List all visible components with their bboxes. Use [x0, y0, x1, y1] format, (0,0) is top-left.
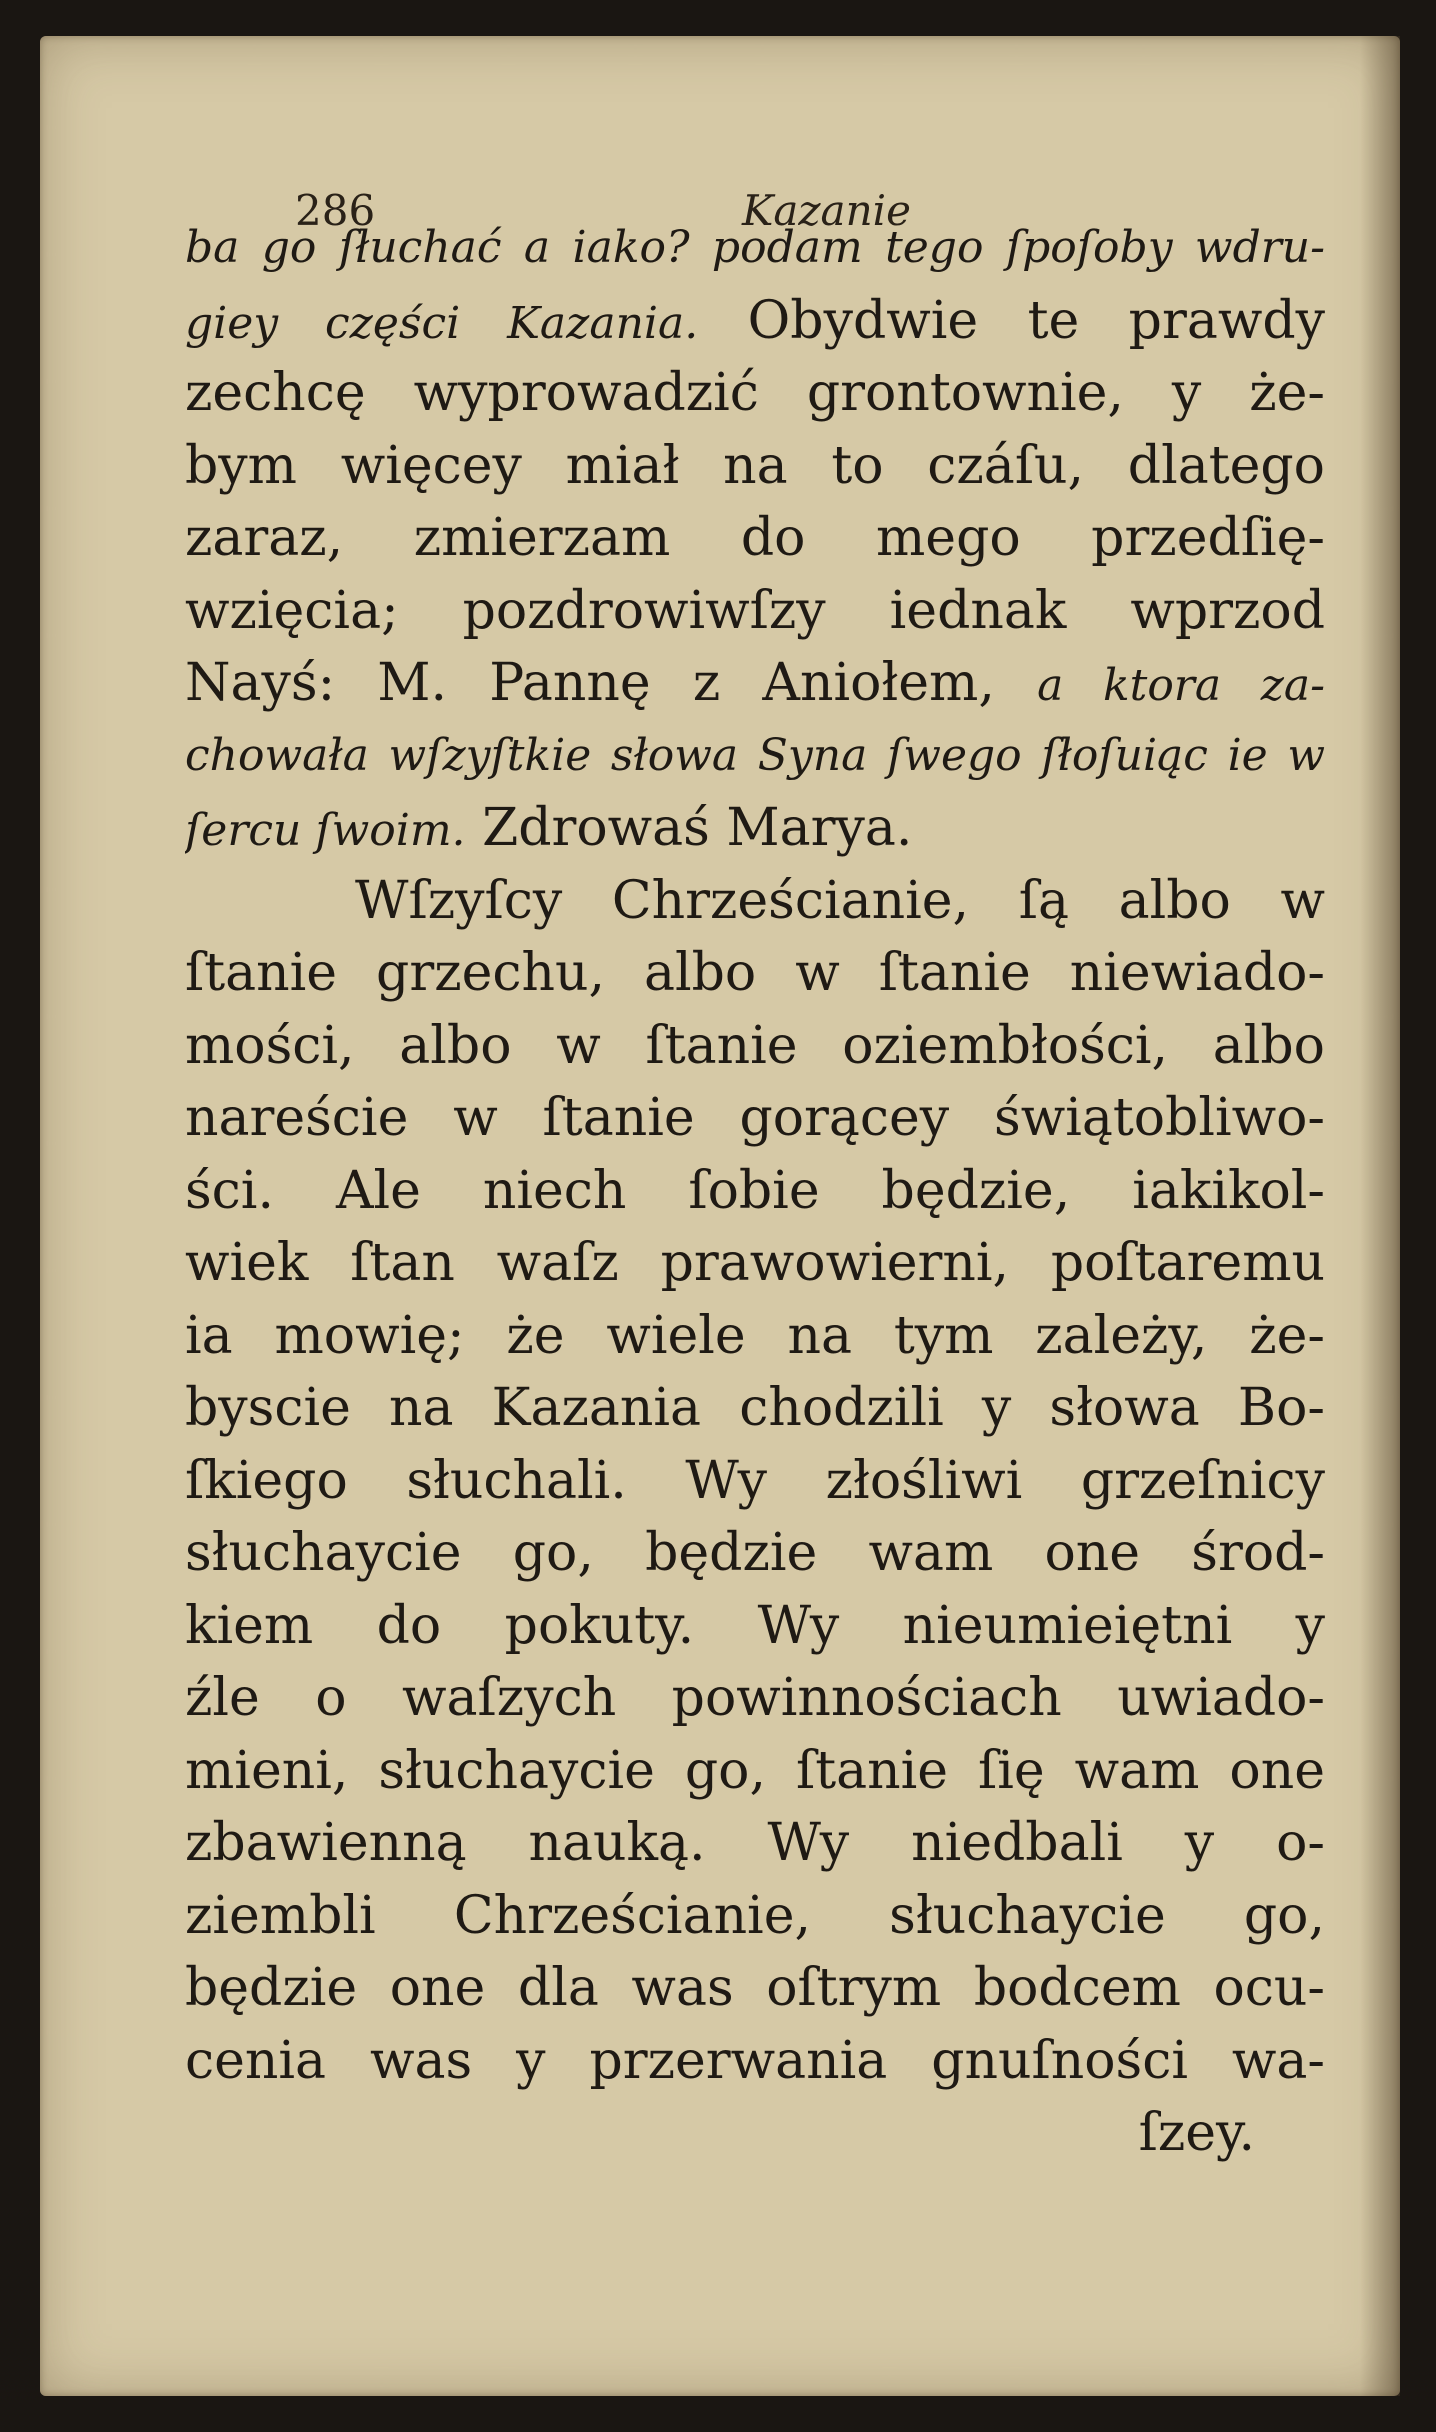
text-line: Wſzyſcy Chrześcianie, ſą albo w [355, 870, 1325, 931]
text-line: mości, albo w ſtanie oziembłości, albo [185, 1015, 1325, 1076]
text-line [185, 285, 1325, 358]
text-line: cenia was y przerwania gnuſności wa- [185, 2030, 1325, 2091]
text-line: kiem do pokuty. Wy nieumieiętni y [185, 1595, 1325, 1656]
page-number: 286 [295, 186, 376, 235]
text-line: nareście w ſtanie gorącey świątobliwo- [185, 1088, 1325, 1148]
text-line: mieni, słuchaycie go, ſtanie ſię wam one [185, 1740, 1325, 1801]
text-line: byscie na Kazania chodzili y słowa Bo- [185, 1378, 1325, 1438]
italic-phrase: ſercu ſwoim. [185, 805, 466, 856]
text-line: chowała wſzyſtkie słowa Syna ſwego ſłoſuiąc ie w [185, 729, 1325, 781]
text-line: ia mowię; że wiele na tym zależy, że- [185, 1305, 1325, 1366]
text-line: ziembli Chrześcianie, słuchaycie go, [185, 1885, 1325, 1946]
text-line: słuchaycie go, będzie wam one środ- [185, 1523, 1325, 1583]
text-line: ſtanie grzechu, albo w ſtanie niewiado- [185, 943, 1325, 1003]
running-head: Kazanie [742, 186, 911, 235]
italic-phrase: a ktora za- [1037, 660, 1325, 711]
text-line [185, 792, 1325, 865]
text-line: wzięcia; pozdrowiwſzy iednak wprzod [185, 580, 1325, 641]
roman-phrase: Zdrowaś Marya. [482, 798, 913, 858]
roman-phrase: Obydwie te prawdy [747, 290, 1325, 351]
text-line: będzie one dla was oſtrym bodcem ocu- [185, 1958, 1325, 2018]
text-line: ſkiego słuchali. Wy złośliwi grzeſnicy [185, 1450, 1325, 1511]
text-line: wiek ſtan waſz prawowierni, poſtaremu [185, 1233, 1325, 1293]
body-text [185, 212, 1325, 2170]
italic-phrase: giey części Kazania. [185, 297, 699, 349]
roman-phrase: Nayś: M. Pannę z Aniołem, [185, 653, 995, 713]
text-line: zbawienną nauką. Wy niedbali y o- [185, 1813, 1325, 1873]
text-line: ści. Ale niech ſobie będzie, iakikol- [185, 1160, 1325, 1221]
text-line [185, 647, 1325, 720]
text-line: ba go ſłuchać a iako? podam tego ſpoſoby wdru- [185, 222, 1325, 273]
text-line: bym więcey miał na to czáſu, dlatego [185, 435, 1325, 496]
text-line-catchword: ſzey. [1138, 2103, 1255, 2163]
text-line: zaraz, zmierzam do mego przedſię- [185, 508, 1325, 568]
text-line: źle o waſzych powinnościach uwiado- [185, 1668, 1325, 1728]
text-line: zechcę wyprowadzić grontownie, y że- [185, 363, 1325, 423]
